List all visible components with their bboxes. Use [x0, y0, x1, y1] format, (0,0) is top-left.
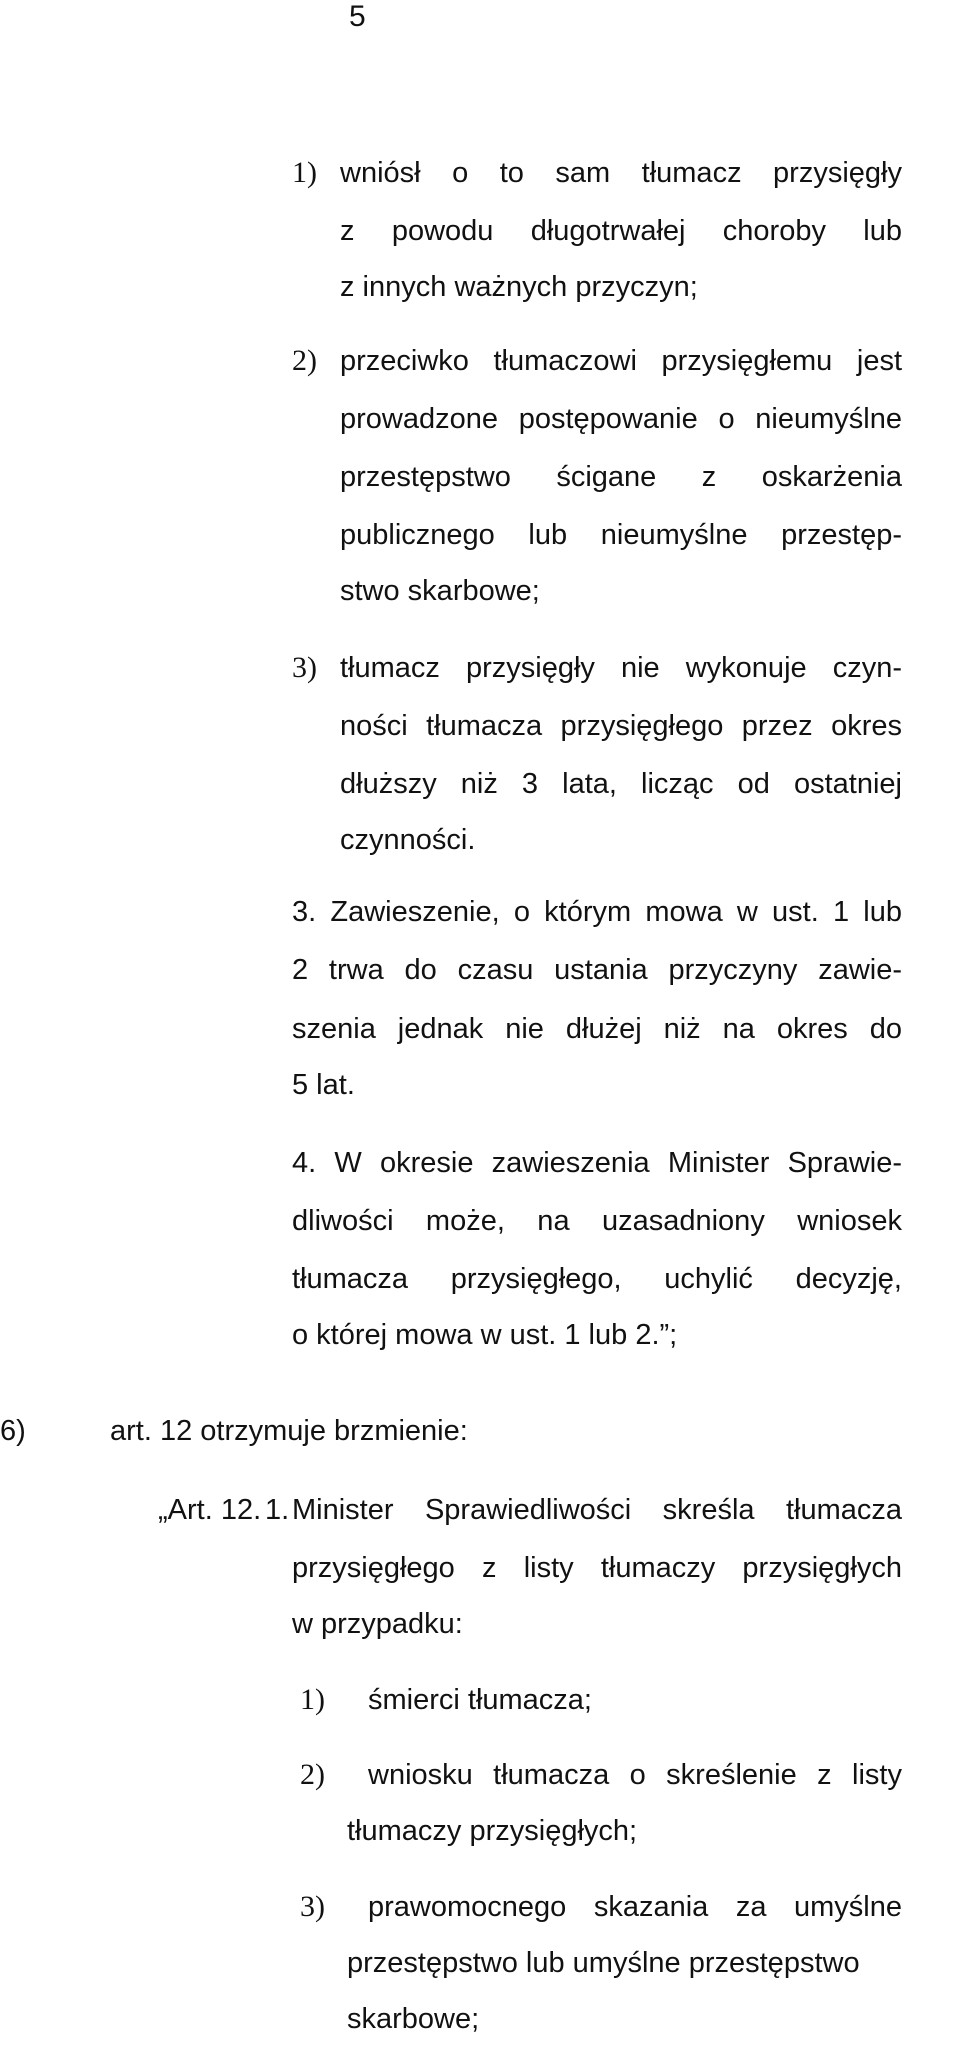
list-item-line: z powodu długotrwałej choroby lub	[340, 215, 902, 247]
list-item-number: 2)	[292, 344, 317, 377]
list-item-line: wniósł o to sam tłumacz przysięgły	[340, 157, 902, 189]
list-item-line: tłumacz przysięgły nie wykonuje czyn-	[340, 652, 902, 684]
sub-item-number: 2)	[300, 1758, 325, 1791]
list-item-line: dłuższy niż 3 lata, licząc od ostatniej	[340, 768, 902, 800]
paragraph-line: 5 lat.	[292, 1069, 355, 1101]
list-item-line: czynności.	[340, 824, 476, 856]
list-item-number: 1)	[292, 156, 317, 189]
sub-item-line: śmierci tłumacza;	[368, 1684, 592, 1716]
sub-item-number: 3)	[300, 1890, 325, 1923]
sub-item-line: wniosku tłumacza o skreślenie z listy	[368, 1759, 902, 1791]
list-item-line: przeciwko tłumaczowi przysięgłemu jest	[340, 345, 902, 377]
article-line: przysięgłego z listy tłumaczy przysięgłych	[292, 1552, 902, 1584]
list-item-line: z innych ważnych przyczyn;	[340, 271, 698, 303]
list-item-line: stwo skarbowe;	[340, 575, 540, 607]
sub-item-number: 1)	[300, 1683, 325, 1716]
point-text: art. 12 otrzymuje brzmienie:	[110, 1415, 468, 1447]
paragraph-line: dliwości może, na uzasadniony wniosek	[292, 1205, 902, 1237]
paragraph-line: szenia jednak nie dłużej niż na okres do	[292, 1013, 902, 1045]
list-item-line: przestępstwo ścigane z oskarżenia	[340, 461, 902, 493]
article-paragraph-number: 1.	[265, 1494, 290, 1526]
paragraph-line: 4. W okresie zawieszenia Minister Sprawie-	[292, 1147, 902, 1179]
list-item-line: publicznego lub nieumyślne przestęp-	[340, 519, 902, 551]
paragraph-line: 3. Zawieszenie, o którym mowa w ust. 1 lub	[292, 896, 902, 928]
article-line: w przypadku:	[292, 1608, 463, 1640]
paragraph-line: 2 trwa do czasu ustania przyczyny zawie-	[292, 954, 902, 986]
article-label: „Art. 12.	[158, 1494, 262, 1526]
sub-item-line: skarbowe;	[347, 2003, 480, 2035]
sub-item-line: prawomocnego skazania za umyślne	[368, 1891, 902, 1923]
sub-item-line: przestępstwo lub umyślne przestępstwo	[347, 1947, 860, 1979]
list-item-number: 3)	[292, 651, 317, 684]
paragraph-line: o której mowa w ust. 1 lub 2.”;	[292, 1319, 678, 1351]
page-number: 5	[349, 0, 366, 33]
point-number: 6)	[0, 1415, 26, 1447]
list-item-line: prowadzone postępowanie o nieumyślne	[340, 403, 902, 435]
sub-item-line: tłumaczy przysięgłych;	[347, 1815, 638, 1847]
article-line: Minister Sprawiedliwości skreśla tłumacza	[292, 1494, 902, 1526]
paragraph-line: tłumacza przysięgłego, uchylić decyzję,	[292, 1263, 902, 1295]
list-item-line: ności tłumacza przysięgłego przez okres	[340, 710, 902, 742]
